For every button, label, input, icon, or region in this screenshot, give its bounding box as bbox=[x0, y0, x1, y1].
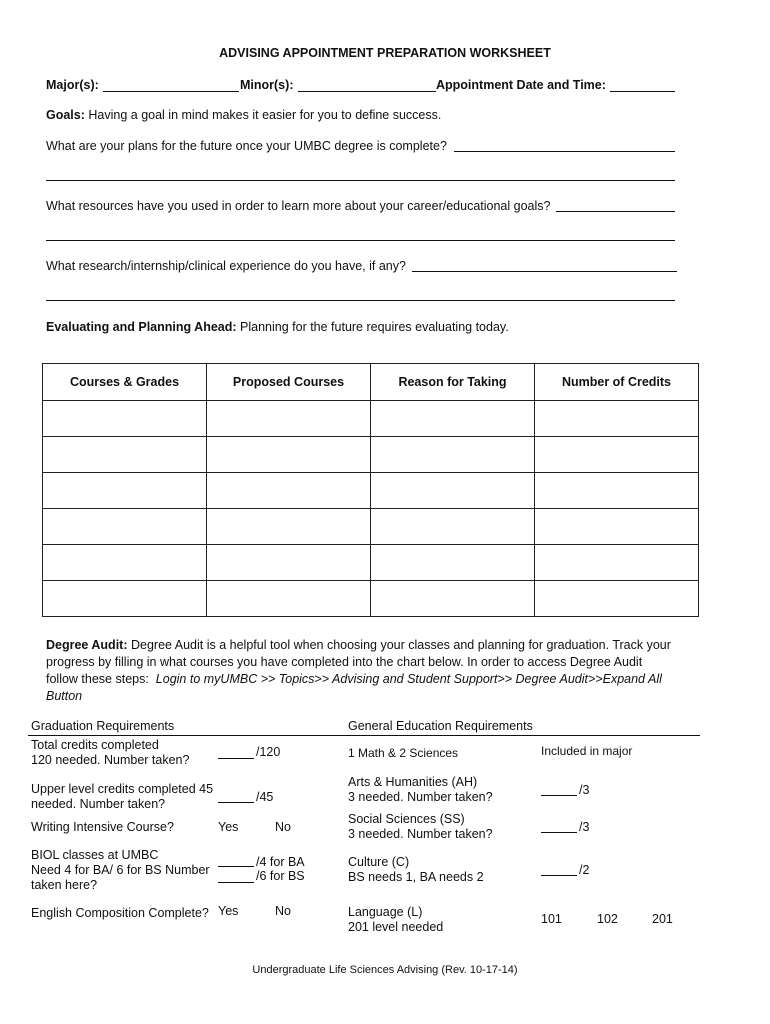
language-102-option[interactable]: 102 bbox=[597, 912, 618, 926]
writing-intensive-label: Writing Intensive Course? bbox=[31, 820, 174, 834]
english-no-option[interactable]: No bbox=[275, 904, 291, 918]
table-cell[interactable] bbox=[207, 581, 371, 617]
major-field[interactable] bbox=[103, 91, 239, 92]
language-label-2: 201 level needed bbox=[348, 920, 444, 934]
goals-answer-1b[interactable] bbox=[46, 180, 675, 181]
table-cell[interactable] bbox=[371, 545, 535, 581]
total-credits-field[interactable] bbox=[218, 758, 254, 759]
biol-bs-suffix: /6 for BS bbox=[256, 869, 305, 883]
table-cell[interactable] bbox=[207, 437, 371, 473]
minor-field[interactable] bbox=[298, 91, 436, 92]
ss-label-1: Social Sciences (SS) bbox=[348, 812, 465, 826]
ss-suffix: /3 bbox=[579, 820, 590, 834]
language-201-option[interactable]: 201 bbox=[652, 912, 673, 926]
graduation-heading: Graduation Requirements bbox=[31, 719, 175, 733]
goals-answer-3a[interactable] bbox=[412, 271, 677, 272]
table-cell[interactable] bbox=[207, 545, 371, 581]
culture-label-2: BS needs 1, BA needs 2 bbox=[348, 870, 484, 884]
table-cell[interactable] bbox=[43, 545, 207, 581]
biol-ba-field[interactable] bbox=[218, 866, 254, 867]
page-footer: Undergraduate Life Sciences Advising (Rev. 10-17-14) bbox=[252, 964, 518, 976]
ah-suffix: /3 bbox=[579, 783, 590, 797]
table-row bbox=[43, 437, 699, 473]
appointment-label: Appointment Date and Time: bbox=[436, 78, 606, 92]
major-label: Major(s): bbox=[46, 78, 99, 92]
degree-audit-line-2: progress by filling in what courses you have completed into the chart below. In order to access Degree Audit bbox=[46, 655, 643, 669]
upper-credits-label-2: needed. Number taken? bbox=[31, 797, 166, 811]
ah-field[interactable] bbox=[541, 795, 577, 796]
goals-answer-3b[interactable] bbox=[46, 300, 675, 301]
ss-label-2: 3 needed. Number taken? bbox=[348, 827, 493, 841]
goals-question-3: What research/internship/clinical experience do you have, if any? bbox=[46, 259, 406, 273]
ah-label-1: Arts & Humanities (AH) bbox=[348, 775, 478, 789]
table-row bbox=[43, 581, 699, 617]
col-credits: Number of Credits bbox=[535, 364, 699, 401]
total-credits-suffix: /120 bbox=[256, 745, 281, 759]
culture-label-1: Culture (C) bbox=[348, 855, 410, 869]
table-cell[interactable] bbox=[207, 401, 371, 437]
requirements-divider bbox=[28, 735, 700, 736]
table-cell[interactable] bbox=[371, 581, 535, 617]
table-row bbox=[43, 509, 699, 545]
biol-label-1: BIOL classes at UMBC bbox=[31, 848, 159, 862]
culture-field[interactable] bbox=[541, 875, 577, 876]
table-cell[interactable] bbox=[535, 401, 699, 437]
culture-suffix: /2 bbox=[579, 863, 590, 877]
table-cell[interactable] bbox=[43, 401, 207, 437]
ah-label-2: 3 needed. Number taken? bbox=[348, 790, 493, 804]
upper-credits-suffix: /45 bbox=[256, 790, 274, 804]
table-row bbox=[43, 545, 699, 581]
biol-label-3: taken here? bbox=[31, 878, 98, 892]
table-cell[interactable] bbox=[371, 473, 535, 509]
table-cell[interactable] bbox=[535, 545, 699, 581]
goals-answer-2a[interactable] bbox=[556, 211, 675, 212]
upper-credits-field[interactable] bbox=[218, 802, 254, 803]
table-cell[interactable] bbox=[207, 509, 371, 545]
col-courses-grades: Courses & Grades bbox=[43, 364, 207, 401]
table-cell[interactable] bbox=[535, 437, 699, 473]
gen-ed-heading: General Education Requirements bbox=[348, 719, 533, 733]
col-proposed-courses: Proposed Courses bbox=[207, 364, 371, 401]
total-credits-label-2: 120 needed. Number taken? bbox=[31, 753, 190, 767]
evaluating-intro: Evaluating and Planning Ahead: Planning for the future requires evaluating today. bbox=[46, 320, 509, 334]
table-cell[interactable] bbox=[43, 437, 207, 473]
goals-question-1: What are your plans for the future once your UMBC degree is complete? bbox=[46, 139, 447, 153]
goals-intro: Goals: Having a goal in mind makes it easier for you to define success. bbox=[46, 108, 442, 122]
table-cell[interactable] bbox=[535, 509, 699, 545]
page-title: ADVISING APPOINTMENT PREPARATION WORKSHEET bbox=[219, 46, 551, 60]
table-cell[interactable] bbox=[535, 581, 699, 617]
english-comp-label: English Composition Complete? bbox=[31, 906, 209, 920]
table-cell[interactable] bbox=[43, 509, 207, 545]
degree-audit-line-4: Button bbox=[46, 689, 83, 703]
writing-yes-option[interactable]: Yes bbox=[218, 820, 239, 834]
upper-credits-label-1: Upper level credits completed 45 bbox=[31, 782, 214, 796]
table-cell[interactable] bbox=[371, 401, 535, 437]
degree-audit-line-1: Degree Audit: Degree Audit is a helpful tool when choosing your classes and planning for graduation. Track your bbox=[46, 638, 671, 652]
table-cell[interactable] bbox=[43, 581, 207, 617]
table-cell[interactable] bbox=[371, 509, 535, 545]
table-row bbox=[43, 473, 699, 509]
goals-answer-1a[interactable] bbox=[454, 151, 675, 152]
table-cell[interactable] bbox=[207, 473, 371, 509]
col-reason: Reason for Taking bbox=[371, 364, 535, 401]
table-cell[interactable] bbox=[535, 473, 699, 509]
course-planning-table bbox=[42, 363, 699, 617]
appointment-field[interactable] bbox=[610, 91, 675, 92]
goals-question-2: What resources have you used in order to learn more about your career/educational goals? bbox=[46, 199, 551, 213]
english-yes-option[interactable]: Yes bbox=[218, 904, 239, 918]
goals-answer-2b[interactable] bbox=[46, 240, 675, 241]
table-cell[interactable] bbox=[43, 473, 207, 509]
math-sciences-value: Included in major bbox=[541, 744, 633, 758]
language-101-option[interactable]: 101 bbox=[541, 912, 562, 926]
language-label-1: Language (L) bbox=[348, 905, 423, 919]
minor-label: Minor(s): bbox=[240, 78, 294, 92]
total-credits-label-1: Total credits completed bbox=[31, 738, 159, 752]
ss-field[interactable] bbox=[541, 832, 577, 833]
table-cell[interactable] bbox=[371, 437, 535, 473]
biol-bs-field[interactable] bbox=[218, 882, 254, 883]
degree-audit-line-3: follow these steps: Login to myUMBC >> Topics>> Advising and Student Support>> Degree Audit>>Expand All bbox=[46, 672, 662, 686]
writing-no-option[interactable]: No bbox=[275, 820, 291, 834]
biol-label-2: Need 4 for BA/ 6 for BS Number bbox=[31, 863, 210, 877]
table-row bbox=[43, 401, 699, 437]
biol-ba-suffix: /4 for BA bbox=[256, 855, 305, 869]
math-sciences-label: 1 Math & 2 Sciences bbox=[348, 746, 459, 760]
